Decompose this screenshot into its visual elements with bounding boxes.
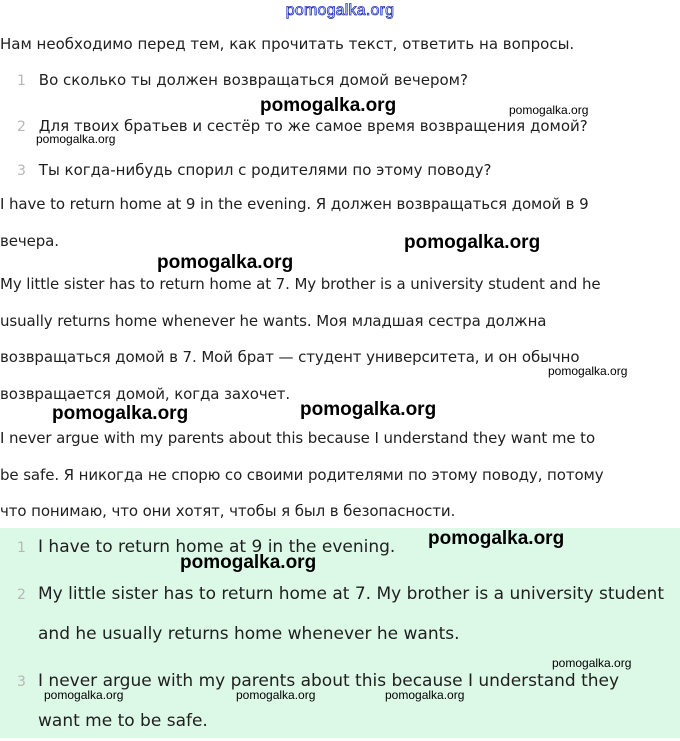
- watermark: pomogalka.org: [404, 232, 541, 253]
- paragraph-line: be safe. Я никогда не спорю со своими родителями по этому поводу, потому: [0, 465, 604, 484]
- answer-line: I have to return home at 9 in the evening.: [38, 537, 396, 557]
- watermark: pomogalka.org: [44, 688, 124, 702]
- question-text: Ты когда-нибудь спорил с родителями по этому поводу?: [38, 161, 492, 179]
- answer-number: 2: [17, 587, 26, 603]
- question-item: [0, 160, 491, 181]
- question-text: Для твоих братьев и сестёр то же самое время возвращения домой?: [38, 117, 588, 135]
- watermark: pomogalka.org: [236, 688, 316, 702]
- paragraph-line: вечера.: [0, 231, 59, 250]
- watermark: pomogalka.org: [509, 103, 589, 117]
- question-number: 2: [17, 119, 26, 135]
- answer-number: 1: [17, 540, 26, 556]
- intro-text: Нам необходимо перед тем, как прочитать текст, ответить на вопросы.: [0, 35, 575, 53]
- watermark: pomogalka.org: [260, 95, 397, 116]
- answer-line: I never argue with my parents about this because I understand they: [38, 671, 620, 691]
- question-number: 1: [17, 73, 26, 89]
- watermark: pomogalka.org: [180, 552, 317, 573]
- site-watermark-header: pomogalka.org: [285, 2, 395, 19]
- watermark: pomogalka.org: [36, 132, 116, 146]
- answer-item: [0, 575, 664, 654]
- watermark: pomogalka.org: [548, 364, 628, 378]
- answer-line: and he usually returns home whenever he wants.: [38, 624, 460, 644]
- answer-line: want me to be safe.: [38, 711, 208, 731]
- watermark: pomogalka.org: [552, 656, 632, 670]
- question-number: 3: [17, 163, 26, 179]
- paragraph-2: [0, 266, 680, 412]
- answer-number: 3: [17, 674, 26, 690]
- question-item: [0, 70, 468, 91]
- paragraph-line: возвращается домой, когда захочет.: [0, 384, 291, 403]
- answer-line: My little sister has to return home at 7. My brother is a university student: [38, 584, 664, 604]
- watermark: pomogalka.org: [385, 688, 465, 702]
- paragraph-1: [0, 186, 680, 259]
- paragraph-line: что понимаю, что они хотят, чтобы я был в безопасности.: [0, 502, 456, 520]
- paragraph-line: I have to return home at 9 in the evening. Я должен возвращаться домой в 9: [0, 195, 589, 213]
- watermark: pomogalka.org: [428, 528, 565, 549]
- paragraph-line: My little sister has to return home at 7. My brother is a university student and he: [0, 275, 601, 293]
- paragraph-line: возвращаться домой в 7. Мой брат — студент университета, и он обычно: [0, 348, 580, 366]
- watermark: pomogalka.org: [157, 252, 294, 273]
- watermark: pomogalka.org: [300, 399, 437, 420]
- paragraph-3: [0, 420, 680, 530]
- paragraph-line: usually returns home whenever he wants. Моя младшая сестра должна: [0, 311, 547, 330]
- paragraph-line: I never argue with my parents about this because I understand they want me to: [0, 429, 596, 447]
- question-text: Во сколько ты должен возвращаться домой вечером?: [38, 71, 468, 89]
- answers-box: [0, 528, 680, 738]
- watermark: pomogalka.org: [52, 403, 189, 424]
